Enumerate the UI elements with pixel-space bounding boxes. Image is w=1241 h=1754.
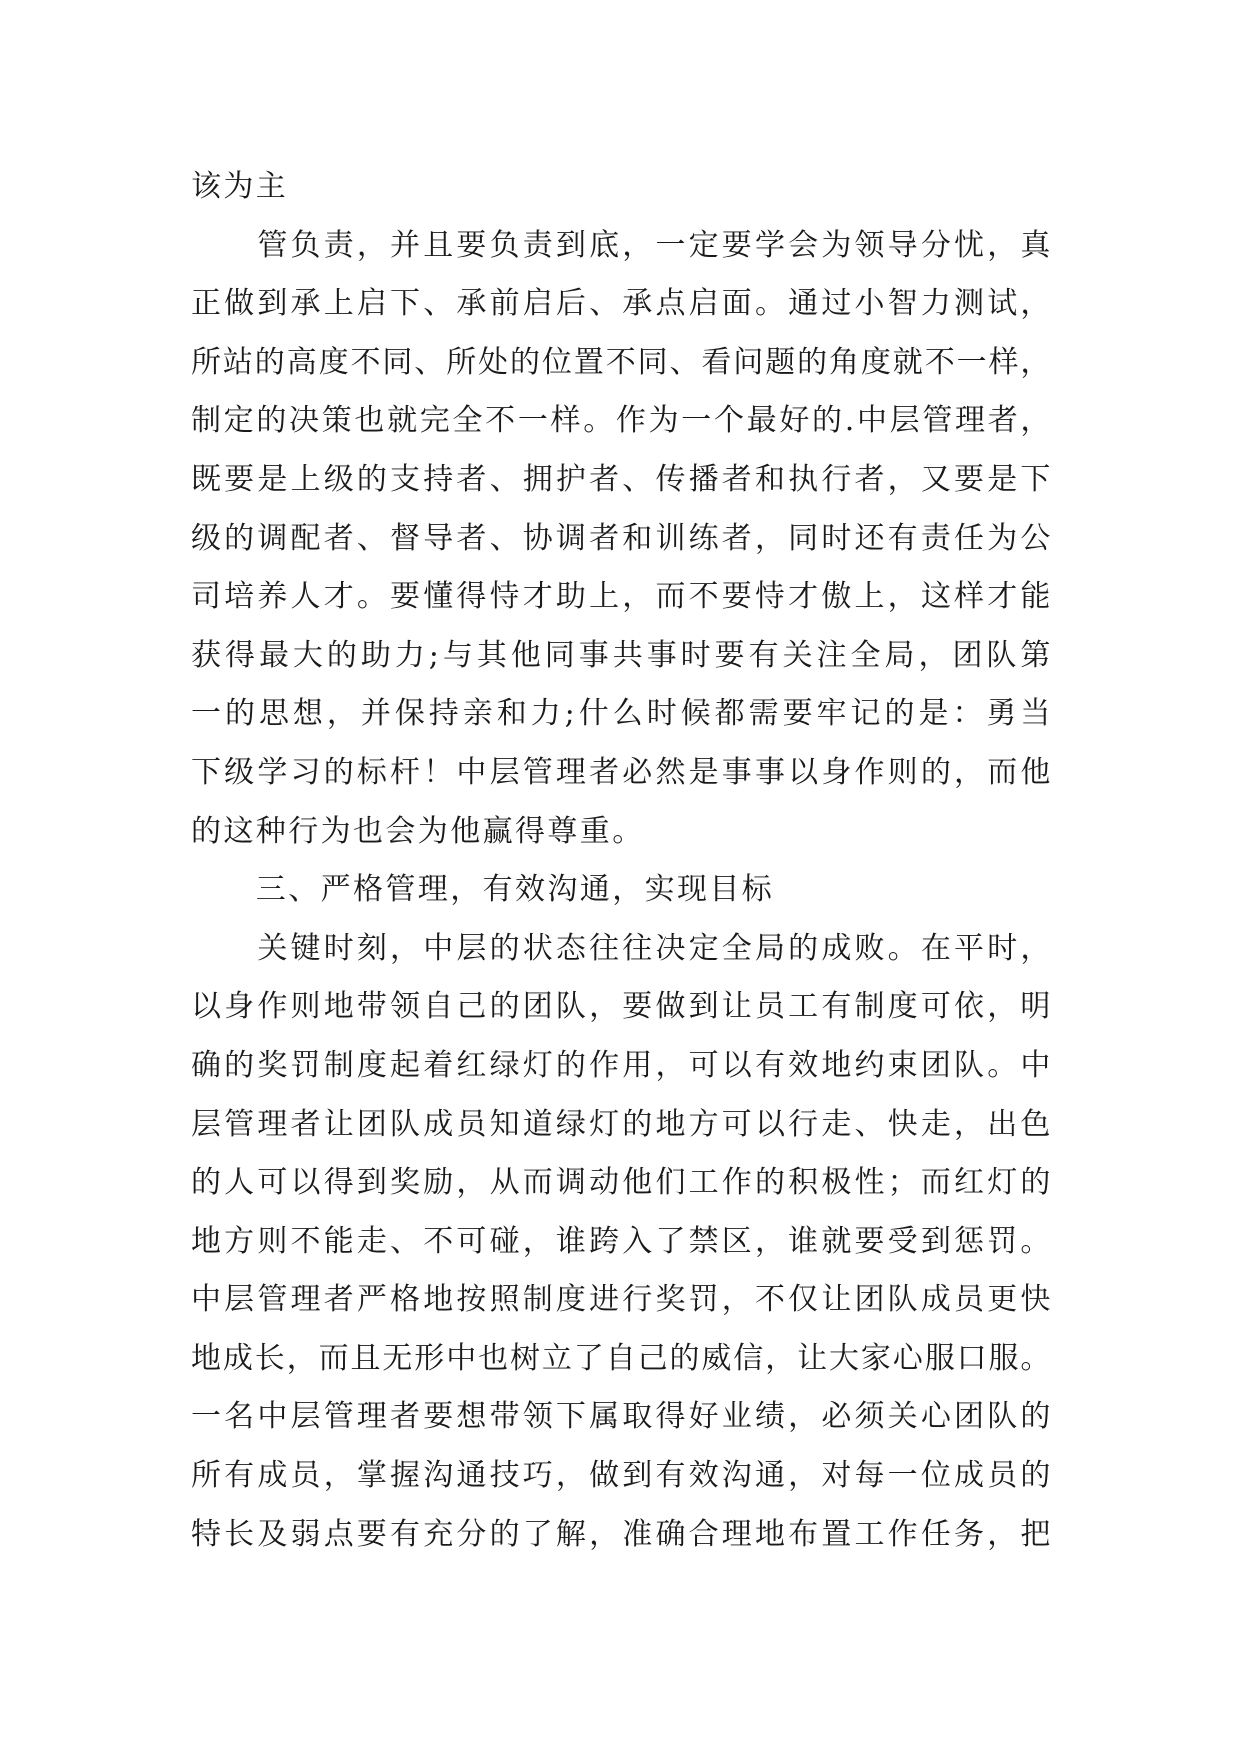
text-line: 一的思想，并保持亲和力;什么时候都需要牢记的是：勇当: [191, 696, 1051, 732]
text-line: 中层管理者严格地按照制度进行奖罚，不仅让团队成员更快: [191, 1282, 1051, 1318]
text-line: 司培养人才。要懂得恃才助上，而不要恃才傲上，这样才能: [191, 579, 1051, 615]
text-line: 层管理者让团队成员知道绿灯的地方可以行走、快走，出色: [191, 1106, 1051, 1142]
text-line: 既要是上级的支持者、拥护者、传播者和执行者，又要是下: [191, 461, 1051, 497]
text-line: 级的调配者、督导者、协调者和训练者，同时还有责任为公: [191, 520, 1051, 556]
text-line: 正做到承上启下、承前启后、承点启面。通过小智力测试，: [191, 286, 1051, 322]
text-line: 地方则不能走、不可碰，谁跨入了禁区，谁就要受到惩罚。: [191, 1223, 1051, 1259]
text-line: 以身作则地带领自己的团队，要做到让员工有制度可依，明: [191, 989, 1051, 1025]
text-line: 特长及弱点要有充分的了解，准确合理地布置工作任务，把: [191, 1516, 1051, 1552]
text-line: 关键时刻，中层的状态往往决定全局的成败。在平时，: [191, 930, 1051, 966]
section-heading: 三、严格管理，有效沟通，实现目标: [191, 872, 775, 908]
text-line: 确的奖罚制度起着红绿灯的作用，可以有效地约束团队。中: [191, 1047, 1051, 1083]
text-line: 的这种行为也会为他赢得尊重。: [191, 813, 645, 849]
text-line: 所有成员，掌握沟通技巧，做到有效沟通，对每一位成员的: [191, 1458, 1051, 1494]
text-line: 获得最大的助力;与其他同事共事时要有关注全局，团队第: [191, 637, 1051, 673]
text-line: 下级学习的标杆！中层管理者必然是事事以身作则的，而他: [191, 754, 1051, 790]
text-line: 该为主: [191, 169, 289, 204]
text-line: 地成长，而且无形中也树立了自己的威信，让大家心服口服。: [191, 1340, 1051, 1376]
body-text: [191, 158, 1051, 1564]
text-line: 管负责，并且要负责到底，一定要学会为领导分忧，真: [191, 227, 1051, 263]
text-line: 所站的高度不同、所处的位置不同、看问题的角度就不一样，: [191, 344, 1051, 380]
text-line: 制定的决策也就完全不一样。作为一个最好的.中层管理者，: [191, 403, 1051, 439]
text-line: 的人可以得到奖励，从而调动他们工作的积极性；而红灯的: [191, 1165, 1051, 1201]
text-line: 一名中层管理者要想带领下属取得好业绩，必须关心团队的: [191, 1399, 1051, 1435]
